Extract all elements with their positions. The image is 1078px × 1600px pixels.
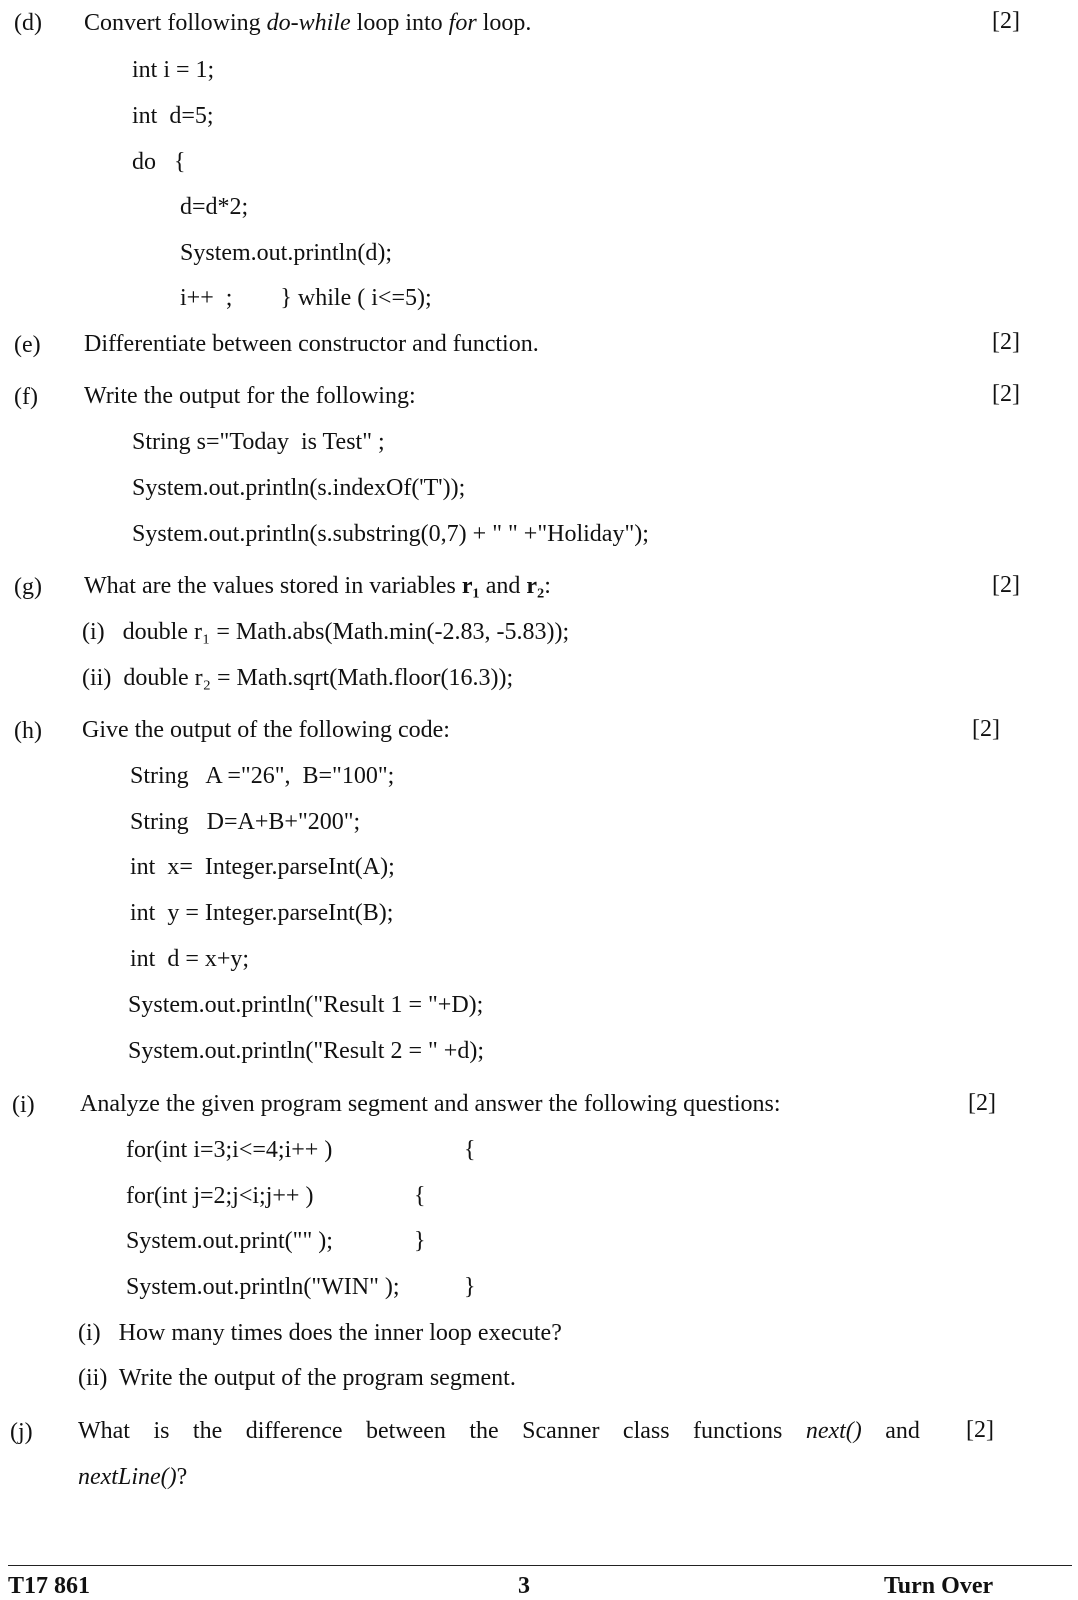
method-next: next(): [805, 1418, 862, 1444]
question-d-text: [84, 8, 531, 38]
code-line: int y = Integer.parseInt(B);: [130, 900, 394, 926]
word: Scanner: [522, 1418, 600, 1444]
question-e-text: Differentiate between constructor and function.: [84, 331, 539, 357]
question-j-marks: [2]: [966, 1417, 994, 1443]
word: the: [469, 1418, 499, 1444]
word: What: [78, 1418, 130, 1444]
question-h-marks: [2]: [972, 716, 1000, 742]
code-line: System.out.print("" );: [126, 1228, 333, 1254]
question-g-text: [84, 571, 551, 601]
question-i-text: Analyze the given program segment and answer the following questions:: [80, 1091, 781, 1117]
question-d-em2: for: [448, 10, 477, 36]
question-i-sub-ii: (ii) Write the output of the program segment.: [78, 1365, 516, 1391]
code-line: i++ ; } while ( i<=5);: [180, 285, 432, 311]
code-line: String A ="26", B="100";: [130, 763, 395, 789]
turn-over: Turn Over: [884, 1573, 994, 1599]
question-i-label: (i): [12, 1092, 35, 1118]
page-number: 3: [518, 1573, 530, 1599]
question-d-text-c: loop.: [476, 10, 532, 36]
code-brace: }: [464, 1274, 476, 1300]
word: difference: [245, 1418, 343, 1444]
code-line: System.out.println(s.indexOf('T'));: [132, 475, 466, 501]
question-d-em1: do-while: [266, 10, 351, 36]
question-e-marks: [2]: [992, 329, 1020, 355]
question-i-marks: [2]: [968, 1090, 996, 1116]
paper-code: T17 861: [8, 1573, 91, 1599]
code-line: for(int j=2;j<i;j++ ): [126, 1183, 314, 1209]
word: class: [622, 1418, 670, 1444]
variable-r2: r₂: [526, 573, 545, 599]
code-line: int x= Integer.parseInt(A);: [130, 854, 395, 880]
question-j-text: [78, 1416, 920, 1446]
code-line: for(int i=3;i<=4;i++ ): [126, 1137, 333, 1163]
question-f-label: (f): [14, 384, 38, 410]
code-line: int d = x+y;: [130, 946, 250, 972]
question-g-marks: [2]: [992, 572, 1020, 598]
code-line: System.out.println(s.substring(0,7) + " " +"Holiday");: [132, 521, 649, 547]
word: functions: [693, 1418, 783, 1444]
variable-r1: r₁: [461, 573, 480, 599]
question-f-marks: [2]: [992, 381, 1020, 407]
question-d-label: (d): [14, 10, 42, 36]
word: the: [192, 1418, 223, 1444]
code-line: System.out.println("Result 1 = "+D);: [128, 992, 484, 1018]
code-line: System.out.println(d);: [180, 240, 392, 266]
code-line: String s="Today is Test" ;: [132, 429, 385, 455]
word: between: [365, 1418, 446, 1444]
question-j-text-line2: [78, 1462, 187, 1492]
code-line: d=d*2;: [180, 194, 249, 220]
question-j-label: (j): [10, 1419, 33, 1445]
question-g-text-c: :: [544, 573, 551, 599]
question-i-sub-i: (i) How many times does the inner loop execute?: [78, 1320, 562, 1346]
question-f-text: Write the output for the following:: [84, 383, 416, 409]
code-line: int d=5;: [132, 103, 214, 129]
word: is: [153, 1418, 170, 1444]
question-e-label: (e): [14, 332, 41, 358]
question-d-marks: [2]: [992, 8, 1020, 34]
question-d-text-b: loop into: [350, 10, 449, 36]
question-mark: ?: [176, 1464, 188, 1490]
question-g-text-a: What are the values stored in variables: [84, 573, 462, 599]
code-brace: }: [414, 1228, 426, 1254]
code-line: System.out.println("WIN" );: [126, 1274, 400, 1300]
code-brace: {: [414, 1183, 426, 1209]
question-g-label: (g): [14, 574, 42, 600]
code-line: String D=A+B+"200";: [130, 809, 361, 835]
code-line: int i = 1;: [132, 57, 215, 83]
word: and: [885, 1418, 920, 1444]
method-nextline: nextLine(): [78, 1464, 177, 1490]
question-g-text-b: and: [479, 573, 527, 599]
code-line: System.out.println("Result 2 = " +d);: [128, 1038, 484, 1064]
question-g-sub-ii: (ii) double r₂ = Math.sqrt(Math.floor(16.3));: [82, 665, 514, 691]
code-line: do {: [132, 149, 186, 175]
question-h-label: (h): [14, 718, 42, 744]
question-d-text-a: Convert following: [84, 10, 267, 36]
question-g-sub-i: (i) double r₁ = Math.abs(Math.min(-2.83, -5.83));: [82, 619, 570, 645]
code-brace: {: [464, 1137, 476, 1163]
question-h-text: Give the output of the following code:: [82, 717, 450, 743]
footer-divider: [8, 1565, 1072, 1566]
